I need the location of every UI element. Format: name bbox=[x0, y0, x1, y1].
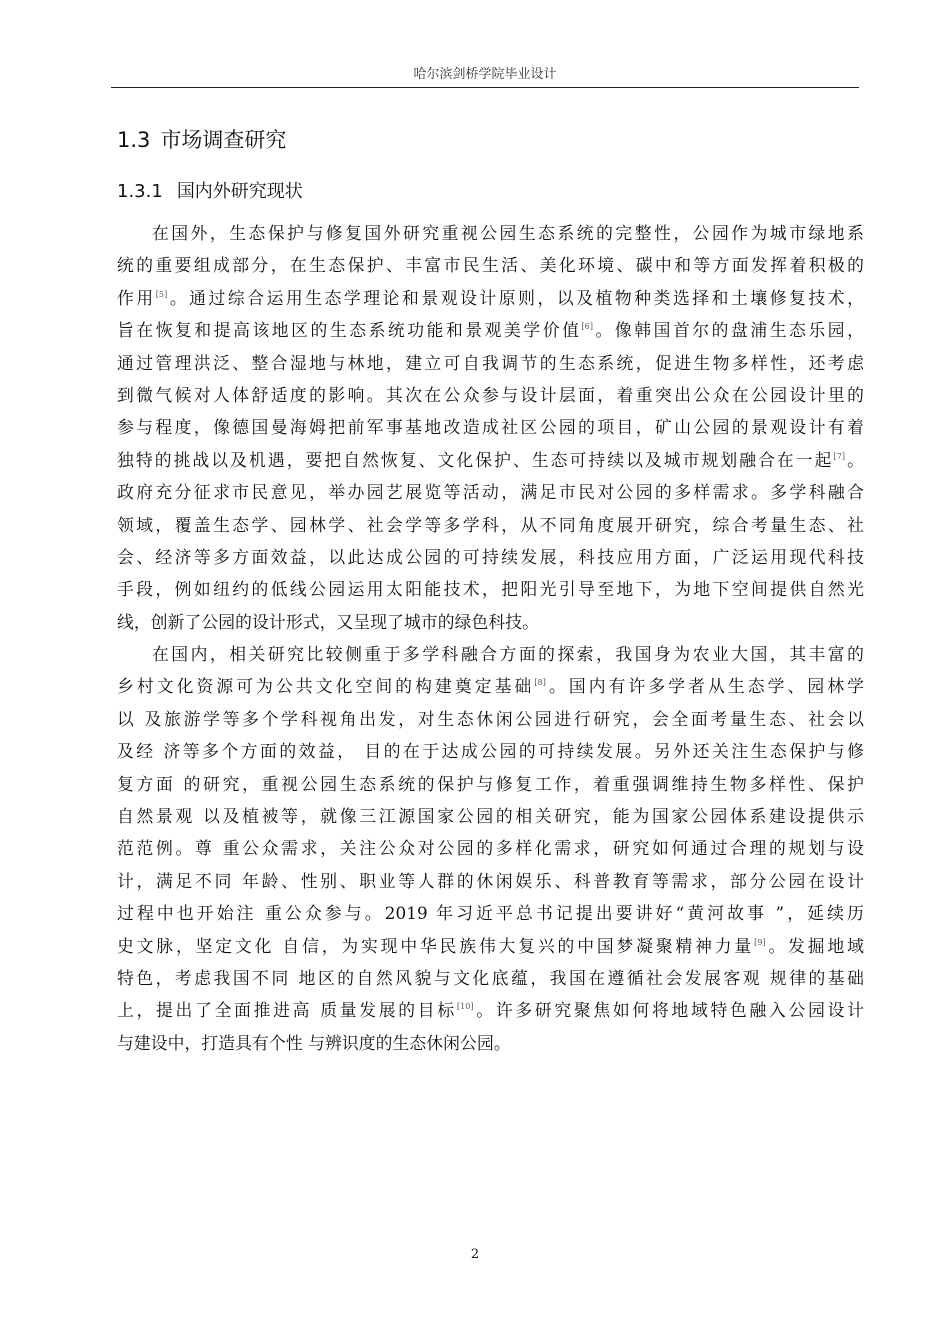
line-text: 史文脉，坚定文化 自信，为实现中华民族伟大复兴的中国梦凝聚精神力量 bbox=[117, 935, 755, 956]
line-text: 通过管理洪泛、整合湿地与林地，建立可自我调节的生态系统，促进生物多样性，还考虑 bbox=[117, 352, 864, 373]
line-text: 政府充分征求市民意见，举办园艺展览等活动，满足市民对公园的多样需求。多学科融合 bbox=[117, 482, 864, 503]
line-text-continued: 。国内有许多学者从生态学、园林学 bbox=[546, 676, 864, 697]
text-line bbox=[117, 735, 864, 767]
text-line bbox=[117, 670, 864, 702]
line-text: 自然景观 以及植被等，就像三江源国家公园的相关研究，能为国家公园体系建设提供示 bbox=[117, 806, 864, 827]
line-text: 在国内，相关研究比较侧重于多学科融合方面的探索，我国身为农业大国，其丰富的 bbox=[152, 644, 864, 665]
subsection-heading bbox=[117, 177, 303, 203]
text-line bbox=[117, 962, 864, 994]
line-text: 会、经济等多方面效益，以此达成公园的可持续发展，科技应用方面，广泛运用现代科技 bbox=[117, 546, 864, 567]
line-text: 乡村文化资源可为公共文化空间的构建奠定基础 bbox=[117, 676, 535, 697]
text-line bbox=[117, 411, 864, 443]
text-line bbox=[117, 476, 864, 508]
subsection-number: 1.3.1 bbox=[117, 181, 163, 202]
line-text-continued: 。 bbox=[845, 449, 864, 470]
text-line bbox=[117, 865, 864, 897]
line-text: 独特的挑战以及机遇，要把自然恢复、文化保护、生态可持续以及城市规划融合在一起 bbox=[117, 449, 834, 470]
text-line bbox=[117, 249, 864, 281]
citation-ref: [10] bbox=[456, 1002, 474, 1012]
citation-ref: [9] bbox=[754, 937, 766, 947]
line-text-continued: 。像韩国首尔的盘浦生态乐园， bbox=[593, 320, 864, 341]
citation-ref: [8] bbox=[534, 678, 546, 688]
section-title: 市场调查研究 bbox=[160, 128, 287, 152]
line-text-continued: 。许多研究聚焦如何将地域特色融入公园设计 bbox=[473, 1000, 864, 1021]
line-text: 到微气候对人体舒适度的影响。其次在公众参与设计层面，着重突出公众在公园设计里的 bbox=[117, 384, 864, 405]
section-number: 1.3 bbox=[117, 128, 151, 152]
paragraph-domestic-research bbox=[117, 638, 864, 1059]
page-number: 2 bbox=[470, 1247, 480, 1262]
line-text-continued: 。通过综合运用生态学理论和景观设计原则，以及植物种类选择和土壤修复技术， bbox=[167, 287, 864, 308]
line-text: 过程中也开始注 重公众参与。2019 年习近平总书记提出要讲好“黄河故事 ”，延续历 bbox=[117, 903, 864, 924]
text-line bbox=[117, 282, 864, 314]
line-text: 作用 bbox=[117, 287, 156, 308]
section-heading bbox=[117, 124, 286, 154]
header-divider bbox=[111, 87, 859, 88]
subsection-title: 国内外研究现状 bbox=[176, 181, 303, 202]
line-text: 计，满足不同 年龄、性别、职业等人群的休闲娱乐、科普教育等需求，部分公园在设计 bbox=[117, 870, 864, 891]
text-line bbox=[117, 703, 864, 735]
line-text: 以 及旅游学等多个学科视角出发，对生态休闲公园进行研究，会全面考量生态、社会以 bbox=[117, 708, 864, 729]
text-line bbox=[117, 509, 864, 541]
text-line bbox=[117, 897, 864, 929]
paragraph-foreign-research bbox=[117, 217, 864, 638]
text-line bbox=[117, 800, 864, 832]
line-text: 手段，例如纽约的低线公园运用太阳能技术，把阳光引导至地下，为地下空间提供自然光 bbox=[117, 579, 864, 600]
line-text: 领域，覆盖生态学、园林学、社会学等多学科，从不同角度展开研究，综合考量生态、社 bbox=[117, 514, 864, 535]
text-line bbox=[117, 768, 864, 800]
line-text: 上，提出了全面推进高 质量发展的目标 bbox=[117, 1000, 457, 1021]
line-text: 及经 济等多个方面的效益， 目的在于达成公园的可持续发展。另外还关注生态保护与修 bbox=[117, 741, 864, 762]
body-text bbox=[117, 217, 864, 1059]
text-line bbox=[117, 832, 864, 864]
text-line bbox=[117, 638, 864, 670]
text-line bbox=[117, 541, 864, 573]
line-text: 复方面 的研究，重视公园生态系统的保护与修复工作，着重强调维持生物多样性、保护 bbox=[117, 773, 864, 794]
text-line bbox=[117, 994, 864, 1026]
line-text: 与建设中，打造具有个性 与辨识度的生态休闲公园。 bbox=[117, 1032, 511, 1053]
line-text: 特色，考虑我国不同 地区的自然风貌与文化底蕴，我国在遵循社会发展客观 规律的基础 bbox=[117, 967, 864, 988]
text-line bbox=[117, 379, 864, 411]
text-line bbox=[117, 930, 864, 962]
citation-ref: [6] bbox=[581, 322, 594, 332]
citation-ref: [7] bbox=[833, 451, 846, 461]
text-line bbox=[117, 444, 864, 476]
line-text: 范范例。尊 重公众需求，关注公众对公园的多样化需求，研究如何通过合理的规划与设 bbox=[117, 838, 864, 859]
line-text: 在国外，生态保护与修复国外研究重视公园生态系统的完整性，公园作为城市绿地系 bbox=[152, 223, 864, 243]
line-text: 统的重要组成部分，在生态保护、丰富市民生活、美化环境、碳中和等方面发挥着积极的 bbox=[117, 255, 864, 276]
line-text-continued: 。发掘地域 bbox=[765, 935, 864, 956]
line-text: 参与程度，像德国曼海姆把前军事基地改造成社区公园的项目，矿山公园的景观设计有着 bbox=[117, 417, 864, 438]
line-text: 线，创新了公园的设计形式，又呈现了城市的绿色科技。 bbox=[117, 611, 540, 632]
page-header: 哈尔滨剑桥学院毕业设计 bbox=[413, 67, 557, 82]
text-line bbox=[117, 347, 864, 379]
text-line bbox=[117, 573, 864, 605]
text-line bbox=[117, 314, 864, 346]
line-text: 旨在恢复和提高该地区的生态系统功能和景观美学价值 bbox=[117, 320, 582, 341]
text-line bbox=[117, 1027, 864, 1059]
citation-ref: [5] bbox=[155, 289, 168, 299]
text-line bbox=[117, 606, 864, 638]
text-line bbox=[117, 217, 864, 249]
